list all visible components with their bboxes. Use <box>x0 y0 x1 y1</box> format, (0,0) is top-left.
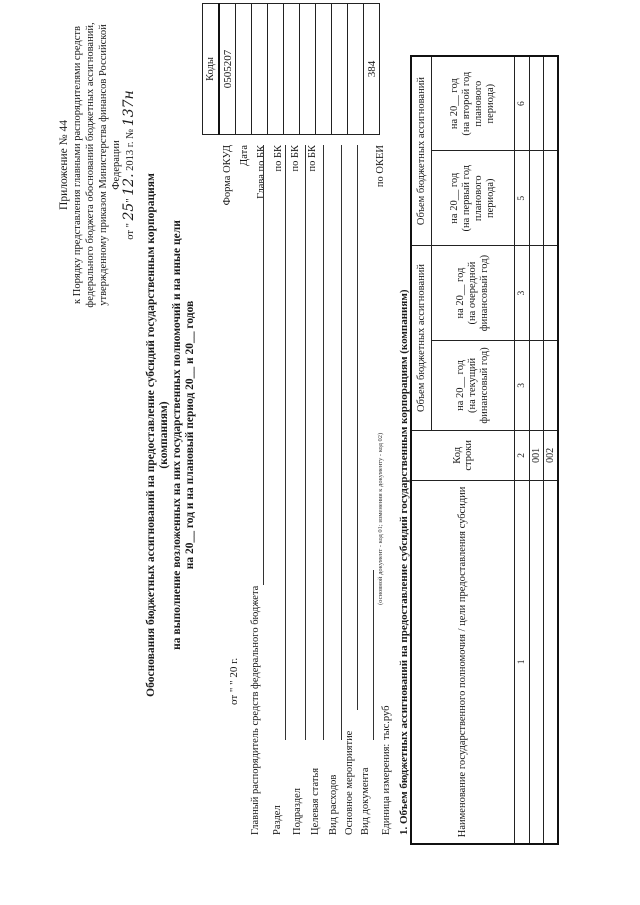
codes-label: по ОКЕИ <box>375 145 386 188</box>
header-year-plan-1: на 20__ год (на первый год планового периода) <box>431 151 514 246</box>
field-unit-value: тыс.руб <box>381 705 392 740</box>
field-gr-line <box>262 145 264 585</box>
code-glava <box>252 4 268 135</box>
section-1-heading: 1. Объем бюджетных ассигнований на предоставление субсидий государственным корпорациям (компаниям) <box>398 289 410 835</box>
order-month: 12. <box>121 173 137 196</box>
header-year-plan-2: на 20__ год (на второй год планового периода) <box>431 56 514 151</box>
document-title <box>145 155 197 715</box>
cell-code: 002 <box>543 430 558 480</box>
codes-table <box>202 3 380 135</box>
column-number: 3 <box>514 340 529 430</box>
field-gr <box>250 586 261 835</box>
field-razdel-label: Раздел <box>272 805 283 835</box>
header-group-1: Объем бюджетных ассигнований <box>411 246 431 431</box>
appendix-line: к Порядку представления главными распорядителями средств <box>72 26 83 304</box>
field-om-line <box>356 145 358 710</box>
order-date-line: от " 25" 12. 2013 г. № 137н <box>121 90 137 240</box>
field-cst-line <box>322 145 324 740</box>
code-vr <box>316 4 332 135</box>
order-number: 137н <box>121 90 137 127</box>
field-razdel-line <box>284 145 286 740</box>
cell-value <box>543 56 558 151</box>
title-line-3: на 20__ год и на плановый период 20__ и 20__ годов <box>184 300 196 570</box>
code-razdel <box>268 4 284 135</box>
cell-value <box>543 151 558 246</box>
title-line-2: на выполнение возложенных на них государственных полномочий и на иные цели <box>171 220 183 650</box>
field-cst-label: Целевая статья <box>310 767 321 835</box>
document-date-line: от " " 20 г. <box>228 657 240 705</box>
field-podrazdel-line <box>304 145 306 740</box>
field-vd-line <box>372 570 374 740</box>
code-okei: 384 <box>364 4 380 135</box>
code-date <box>236 4 252 135</box>
cell-value <box>529 340 543 430</box>
cell-value <box>543 340 558 430</box>
field-gr-label: Главный распорядитель средств федерального бюджета <box>250 585 261 835</box>
header-group-2: Объем бюджетных ассигнований <box>411 56 431 246</box>
field-podrazdel-label: Подраздел <box>292 788 303 835</box>
codes-labels <box>202 137 389 265</box>
codes-label: по БК <box>273 145 284 172</box>
code-om <box>332 4 348 135</box>
header-year-current: на 20__ год (на текущий финансовый год) <box>431 340 514 430</box>
order-year: 2013 г. № <box>125 128 136 171</box>
field-unit-label: Единица измерения: <box>381 743 392 835</box>
code-cst <box>300 4 316 135</box>
codes-label: Форма ОКУД <box>222 145 233 206</box>
column-number: 1 <box>514 480 529 844</box>
field-vr-label: Вид расходов <box>328 774 339 835</box>
column-number: 5 <box>514 151 529 246</box>
order-day: 25 <box>121 202 137 221</box>
code-podrazdel <box>284 4 300 135</box>
header-year-next: на 20__ год (на очередной финансовый год) <box>431 246 514 341</box>
codes-label: Глава по БК <box>256 145 267 199</box>
header-code: Код строки <box>411 430 514 480</box>
appendix-line: федерального бюджета обоснований бюджетных ассигнований, <box>85 22 96 308</box>
cell-code: 001 <box>529 430 543 480</box>
column-number: 6 <box>514 56 529 151</box>
codes-label: по БК <box>307 145 318 172</box>
code-vd <box>348 4 364 135</box>
appendix-line: Федерации <box>111 140 122 190</box>
appendix-number: Приложение № 44 <box>58 120 70 210</box>
field-vd-hint: (основной документ - код 01; изменения к документу - код 02) <box>377 432 384 605</box>
field-om-label: Основное мероприятие <box>344 730 355 835</box>
budget-table <box>410 55 559 845</box>
cell-value <box>529 151 543 246</box>
column-number: 3 <box>514 246 529 341</box>
header-name: Наименование государственного полномочия / цели предоставления субсидии <box>411 480 514 844</box>
field-vd-label: Вид документа <box>360 767 371 835</box>
codes-label: по БК <box>290 145 301 172</box>
column-number: 2 <box>514 430 529 480</box>
appendix-line: утвержденному приказом Министерства финансов Российской <box>98 24 109 306</box>
cell-name <box>529 480 543 844</box>
codes-label: Дата <box>239 145 250 166</box>
cell-value <box>543 246 558 341</box>
cell-name <box>543 480 558 844</box>
title-line-1: Обоснования бюджетных ассигнований на предоставление субсидий государственным корпорациям (компаниям) <box>145 173 170 697</box>
codes-header: Коды <box>203 4 220 135</box>
table-row <box>529 56 543 844</box>
cell-value <box>529 246 543 341</box>
field-vr-line <box>340 145 342 740</box>
appendix-reference <box>58 15 137 315</box>
code-okud: 0505207 <box>219 4 236 135</box>
cell-value <box>529 56 543 151</box>
table-row <box>543 56 558 844</box>
